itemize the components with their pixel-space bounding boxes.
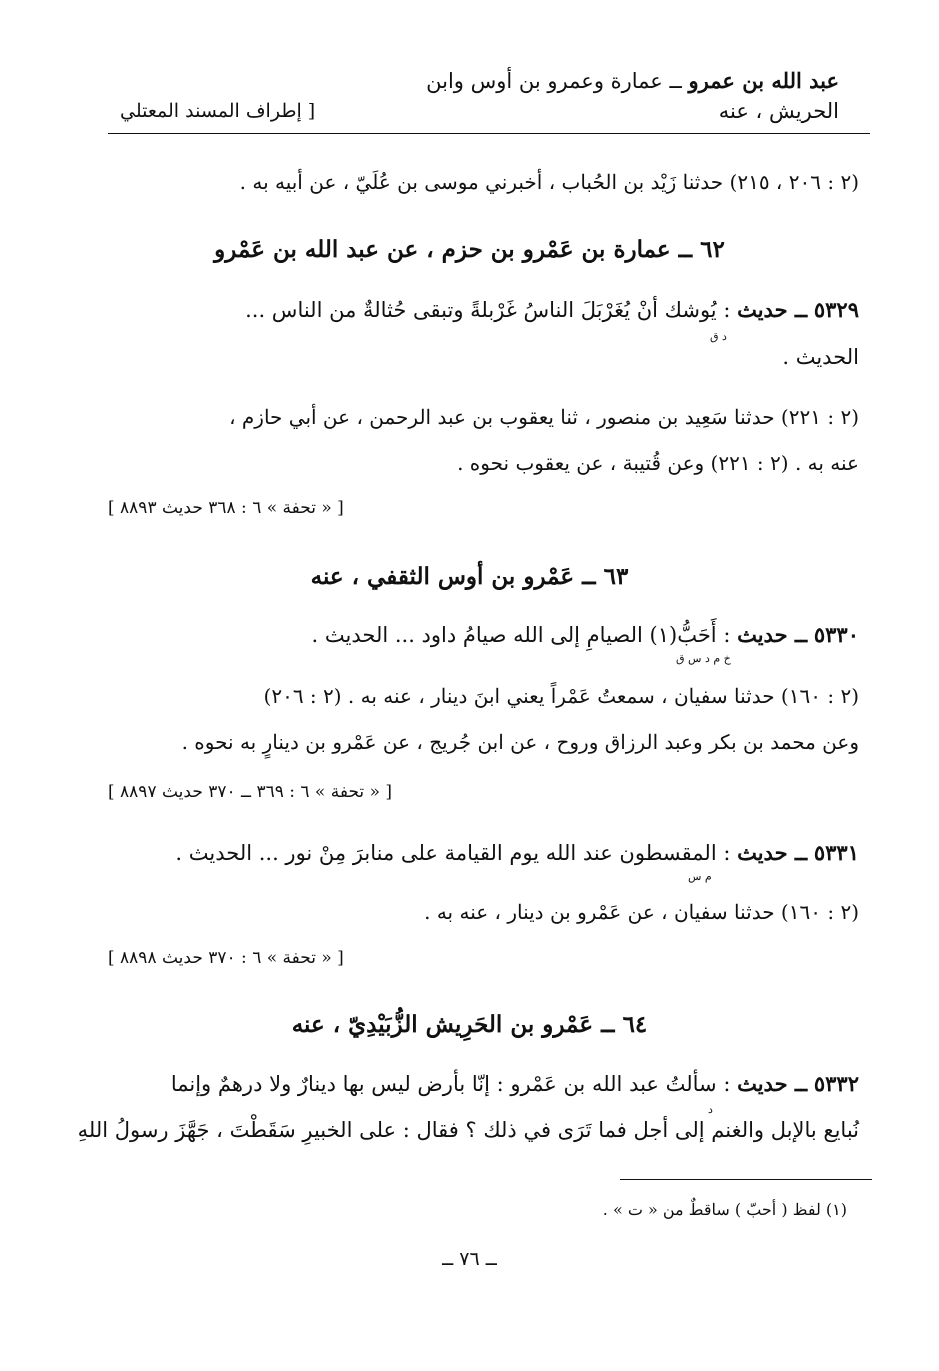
running-title-line2: الحريش ، عنه	[718, 99, 839, 123]
hadith-number: ٥٣٣٠	[813, 622, 859, 647]
hadith-number: ٥٣٢٩	[813, 297, 859, 322]
intro-chain: (٢ : ٢٠٦ ، ٢١٥) حدثنا زَيْد بن الحُباب ، أخبرني موسى بن عُلَيّ ، عن أبيه به .	[239, 170, 859, 194]
hadith-5329-chain2: عنه به . (٢ : ٢٢١) وعن قُتيبة ، عن يعقوب نحوه .	[457, 451, 859, 475]
book-title: [ إطراف المسند المعتلي	[120, 100, 316, 122]
hadith-5332-sigla: د	[708, 1103, 713, 1116]
running-title	[426, 66, 839, 126]
section-heading-62: ٦٢ ــ عمارة بن عَمْرو بن حزم ، عن عبد الله بن عَمْرو	[214, 236, 725, 263]
hadith-5330-sigla: خ م د س ق	[676, 652, 731, 665]
hadith-label: ــ حديث	[737, 840, 808, 865]
page-number: ــ ٧٦ ــ	[442, 1248, 497, 1270]
section-heading-63: ٦٣ ــ عَمْرو بن أوس الثقفي ، عنه	[310, 563, 629, 590]
running-title-bold: عبد الله بن عمرو	[688, 68, 839, 93]
running-title-rest: ــ عمارة وعمرو بن أوس وابن	[426, 69, 689, 93]
hadith-number: ٥٣٣٢	[813, 1071, 859, 1096]
hadith-number: ٥٣٣١	[813, 840, 859, 865]
hadith-5329-line2: الحديث .	[782, 345, 859, 369]
hadith-5329-sigla: د ق	[710, 330, 727, 343]
hadith-text: : أَحَبُّ(١) الصيامِ إلى الله صيامُ داود ... الحديث .	[311, 623, 731, 647]
hadith-5330-chain2: وعن محمد بن بكر وعبد الرزاق وروح ، عن ابن جُريج ، عن عَمْرو بن دينارٍ به نحوه .	[181, 730, 859, 754]
hadith-5332-line1	[171, 1071, 859, 1096]
hadith-5331-chain1: (٢ : ١٦٠) حدثنا سفيان ، عن عَمْرو بن دينار ، عنه به .	[424, 900, 859, 924]
hadith-5330-line1	[312, 622, 859, 647]
hadith-text: : سألتُ عبد الله بن عَمْرو : إنّا بأرض ليس بها دينارٌ ولا درهمٌ وإنما	[170, 1072, 731, 1096]
footnote: (١) لفظ ( أحبّ ) ساقطٌ من « ت » .	[602, 1200, 847, 1219]
hadith-5330-tuhfa: [ « تحفة » ٦ : ٣٦٩ ــ ٣٧٠ حديث ٨٨٩٧ ]	[108, 782, 392, 802]
hadith-5329-tuhfa: [ « تحفة » ٦ : ٣٦٨ حديث ٨٨٩٣ ]	[108, 498, 344, 518]
hadith-5331-line1	[175, 840, 859, 865]
section-heading-64: ٦٤ ــ عَمْرو بن الحَرِيش الزُّبَيْدِيّ ، عنه	[291, 1011, 648, 1038]
hadith-text: : المقسطون عند الله يوم القيامة على منابرَ مِنْ نور ... الحديث .	[175, 841, 731, 865]
hadith-5329-chain1: (٢ : ٢٢١) حدثنا سَعِيد بن منصور ، ثنا يعقوب بن عبد الرحمن ، عن أبي حازم ،	[229, 405, 859, 429]
hadith-5330-chain1: (٢ : ١٦٠) حدثنا سفيان ، سمعتُ عَمْراً يعني ابنَ دينار ، عنه به . (٢ : ٢٠٦)	[263, 684, 859, 708]
hadith-label: ــ حديث	[737, 622, 808, 647]
hadith-label: ــ حديث	[737, 297, 808, 322]
hadith-5332-line2: نُبايع بالإبل والغنم إلى أجل فما تَرَى في ذلك ؟ فقال : على الخبيرِ سَقَطْتَ ، جَهَّزَ رسولُ اللهِ	[77, 1118, 859, 1142]
header-rule	[108, 133, 870, 134]
hadith-label: ــ حديث	[737, 1071, 808, 1096]
hadith-5329-line1	[245, 297, 859, 322]
hadith-5331-tuhfa: [ « تحفة » ٦ : ٣٧٠ حديث ٨٨٩٨ ]	[108, 948, 344, 968]
footnote-rule	[620, 1179, 872, 1180]
hadith-text: : يُوشك أنْ يُغَرْبَلَ الناسُ غَرْبلةً وتبقى حُثالةٌ من الناس ...	[245, 298, 731, 322]
hadith-5331-sigla: م س	[688, 870, 712, 883]
